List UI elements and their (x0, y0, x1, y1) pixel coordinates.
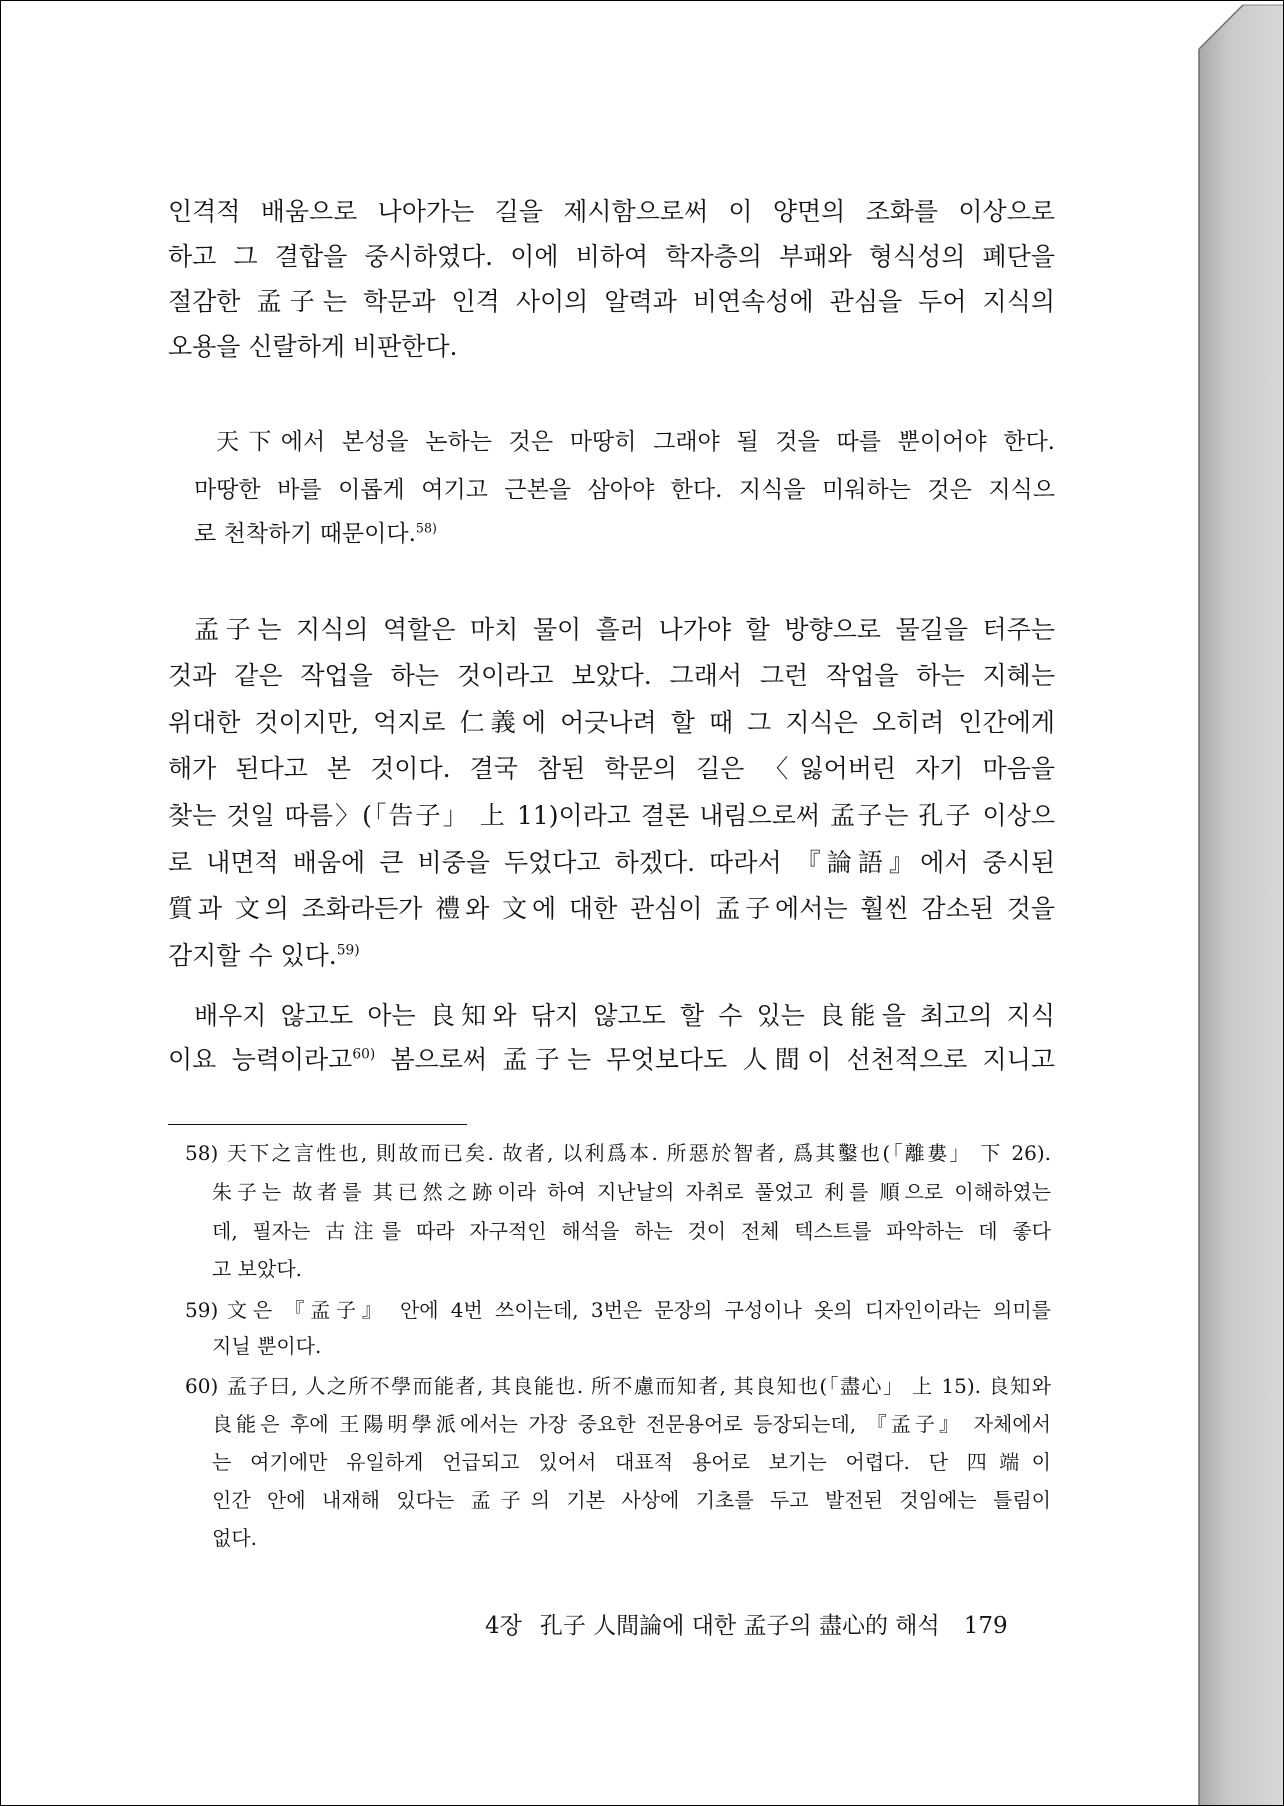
quote-line (194, 516, 1055, 552)
footnote-line: 文은 『孟子』 안에 4번 쓰이는데, 3번은 문장의 구성이나 옷의 디자인이라는 의미를 (227, 1298, 1051, 1322)
quote-line: 마땅한 바를 이롭게 여기고 근본을 삼아야 한다. 지식을 미워하는 것은 지식으 (194, 477, 1055, 503)
footnote-reference-58: 58) (415, 520, 437, 536)
page-number: 179 (963, 1613, 1008, 1639)
footnote-separator (168, 1124, 467, 1125)
footnote-line: 孟子曰, 人之所不學而能者, 其良能也. 所不慮而知者, 其良知也(「盡心」 上 15). 良知와 (227, 1374, 1051, 1398)
quote-line-text: 로 천착하기 때문이다. (194, 521, 416, 547)
body-line: 해가 된다고 본 것이다. 결국 참된 학문의 길은 〈잃어버린 자기 마음을 (168, 754, 1055, 783)
footnote-marker: 60) (185, 1374, 219, 1398)
footnote-line: 인간 안에 내재해 있다는 孟子의 기본 사상에 기초를 두고 발전된 것임에는 틀림이 (212, 1488, 1051, 1512)
body-line: 절감한 孟子는 학문과 인격 사이의 알력과 비연속성에 관심을 두어 지식의 (168, 287, 1055, 316)
body-line: 것과 같은 작업을 하는 것이라고 보았다. 그래서 그런 작업을 하는 지혜는 (168, 661, 1055, 690)
body-line (168, 1040, 1055, 1080)
body-line-text: 감지할 수 있다. (168, 941, 337, 970)
body-line: 찾는 것일 따름〉(「告子」 上 11)이라고 결론 내림으로써 孟子는 孔子 이상으 (168, 801, 1055, 830)
chapter-title: 孔子 人間論에 대한 孟子의 盡心的 해석 (539, 1613, 940, 1639)
body-line-text: 봄으로써 孟子는 무엇보다도 人間이 선천적으로 지니고 (375, 1045, 1055, 1074)
footnote-reference-59: 59) (336, 942, 360, 959)
running-footer (485, 1609, 1008, 1643)
footnote-line: 없다. (212, 1526, 257, 1550)
body-line: 위대한 것이지만, 억지로 仁義에 어긋나려 할 때 그 지식은 오히려 인간에게 (168, 708, 1055, 737)
body-line: 오용을 신랄하게 비판한다. (168, 332, 458, 361)
footnote-line: 朱子는 故者를 其已然之跡이라 하여 지난날의 자취로 풀었고 利를 順으로 이해하였는 (212, 1180, 1051, 1204)
body-line: 하고 그 결합을 중시하였다. 이에 비하여 학자층의 부패와 형식성의 폐단을 (168, 242, 1055, 271)
footnote-line: 지닐 뿐이다. (212, 1334, 322, 1358)
footnote-line: 良能은 후에 王陽明學派에서는 가장 중요한 전문용어로 등장되는데, 『孟子』 자체에서 (212, 1412, 1051, 1436)
footnote-line: 데, 필자는 古注를 따라 자구적인 해석을 하는 것이 전체 텍스트를 파악하는 데 좋다 (212, 1219, 1051, 1243)
footnote-marker: 59) (185, 1298, 219, 1322)
body-line: 로 내면적 배움에 큰 비중을 두었다고 하겠다. 따라서 『論語』에서 중시된 (168, 848, 1055, 877)
body-line (168, 936, 1055, 976)
body-line-text: 이요 능력이라고 (168, 1045, 353, 1074)
body-line: 배우지 않고도 아는 良知와 닦지 않고도 할 수 있는 良能을 최고의 지식 (194, 1001, 1055, 1030)
body-line: 質과 文의 조화라든가 禮와 文에 대한 관심이 孟子에서는 훨씬 감소된 것을 (168, 894, 1055, 923)
footnote-line: 天下之言性也, 則故而已矣. 故者, 以利爲本. 所惡於智者, 爲其鑿也(「離婁」 下 26). (227, 1141, 1051, 1165)
footnote-reference-60: 60) (352, 1046, 376, 1063)
body-line: 孟子는 지식의 역할은 마치 물이 흘러 나가야 할 방향으로 물길을 터주는 (194, 615, 1055, 644)
footnote-line: 는 여기에만 유일하게 언급되고 있어서 대표적 용어로 보기는 어렵다. 단 四端이 (212, 1450, 1051, 1474)
footnote-line: 고 보았다. (212, 1257, 302, 1281)
quote-line: 天下에서 본성을 논하는 것은 마땅히 그래야 될 것을 따를 뿐이어야 한다. (216, 429, 1055, 455)
chapter-label: 4장 (485, 1613, 522, 1639)
footnote-marker: 58) (185, 1141, 219, 1165)
body-line: 인격적 배움으로 나아가는 길을 제시함으로써 이 양면의 조화를 이상으로 (168, 197, 1055, 226)
